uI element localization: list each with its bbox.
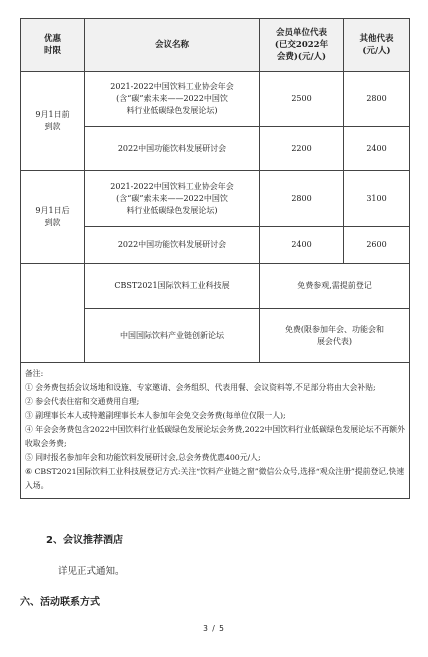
table-row [21,264,410,309]
fee-cell: 免费(限参加年会、功能会和 展会代表) [260,309,410,363]
note-item: ⑥ CBST2021国际饮料工业科技展登记方式:关注“饮料产业链之窗”微信公众号,选择“观众注册”提前登记,快速入场。 [25,467,405,490]
note-item: ② 参会代表住宿和交通费用自理; [25,397,140,406]
member-fee-cell: 2800 [260,171,344,227]
period-cell-empty [21,264,85,363]
section-heading-hotel: 2、会议推荐酒店 [46,535,123,546]
other-fee-cell: 3100 [344,171,410,227]
header-other-fee: 其他代表 (元/人) [344,19,410,72]
table-row [21,72,410,127]
section-heading-contact: 六、活动联系方式 [20,597,100,608]
page-number: 3 / 5 [203,624,225,633]
meeting-name-cell: 2022中国功能饮料发展研讨会 [85,127,260,171]
note-item: ③ 副理事长本人或特邀副理事长本人参加年会免交会务费(每单位仅限一人); [25,411,286,420]
notes-title: 备注: [25,369,44,378]
notes-cell [21,363,410,499]
meeting-name-cell: CBST2021国际饮料工业科技展 [85,264,260,309]
period-cell: 9月1日后 到款 [21,171,85,264]
notes-row [21,363,410,499]
header-name: 会议名称 [85,19,260,72]
note-item: ⑤ 同时报名参加年会和功能饮料发展研讨会,总会务费优惠400元/人; [25,453,261,462]
meeting-name-cell: 2021-2022中国饮料工业协会年会 (含“碳”索未来——2022中国饮 料行业低碳绿色发展论坛) [85,171,260,227]
period-cell: 9月1日前 到款 [21,72,85,171]
other-fee-cell: 2400 [344,127,410,171]
member-fee-cell: 2500 [260,72,344,127]
header-period: 优惠 时限 [21,19,85,72]
note-item: ④ 年会会务费包含2022中国饮料行业低碳绿色发展论坛会务费,2022中国饮料行业低碳绿色发展论坛不再额外收取会务费; [25,425,405,448]
table-row [21,171,410,227]
section-text-hotel: 详见正式通知。 [58,566,125,577]
other-fee-cell: 2600 [344,227,410,264]
fee-cell: 免费参观,需提前登记 [260,264,410,309]
header-member-fee: 会员单位代表 (已交2022年 会费)(元/人) [260,19,344,72]
note-item: ① 会务费包括会议场地和设施、专家邀请、会务组织、代表用餐、会议资料等,不足部分将由大会补贴; [25,383,376,392]
fee-table [20,18,410,499]
meeting-name-cell: 中国国际饮料产业链创新论坛 [85,309,260,363]
meeting-name-cell: 2021-2022中国饮料工业协会年会 (含“碳”索未来——2022中国饮 料行业低碳绿色发展论坛) [85,72,260,127]
other-fee-cell: 2800 [344,72,410,127]
member-fee-cell: 2400 [260,227,344,264]
member-fee-cell: 2200 [260,127,344,171]
meeting-name-cell: 2022中国功能饮料发展研讨会 [85,227,260,264]
table-header-row [21,19,410,72]
